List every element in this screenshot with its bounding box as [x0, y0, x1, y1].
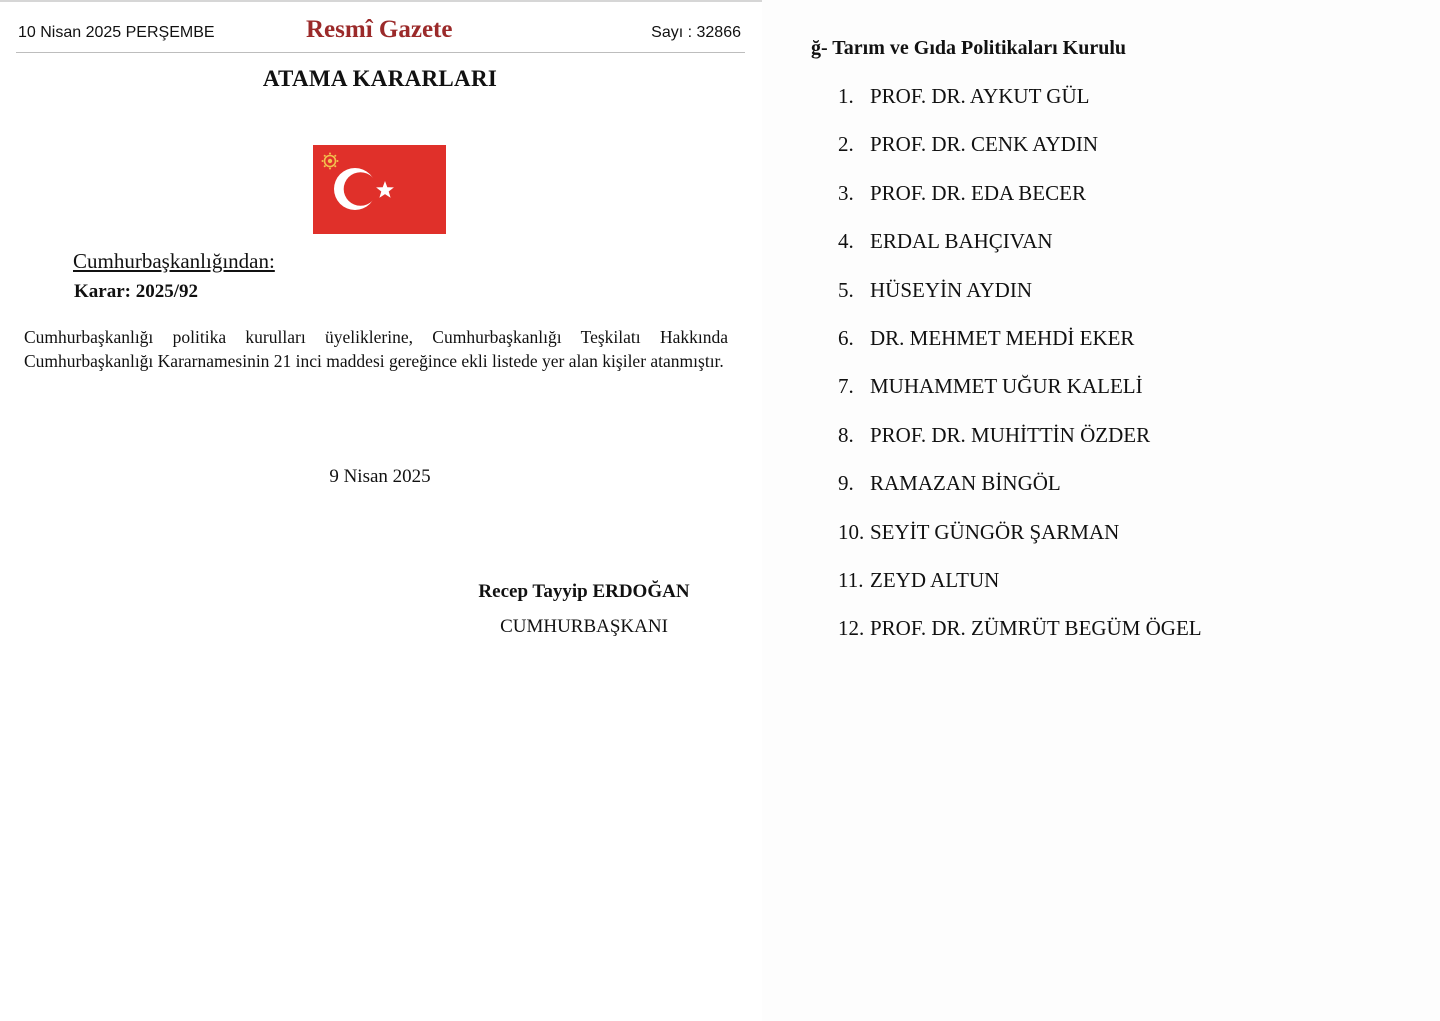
section-title: ATAMA KARARLARI	[262, 66, 498, 91]
member-number: 8.	[838, 422, 854, 447]
member-number: 3.	[838, 180, 854, 205]
list-item	[838, 181, 1202, 229]
member-name: PROF. DR. CENK AYDIN	[870, 132, 1099, 157]
member-number: 5.	[838, 277, 854, 302]
list-item	[838, 374, 1202, 422]
list-item	[838, 520, 1202, 568]
member-name: PROF. DR. ZÜMRÜT BEGÜM ÖGEL	[870, 616, 1202, 641]
member-name: ERDAL BAHÇIVAN	[870, 229, 1053, 254]
gazette-title: Resmî Gazete	[306, 16, 453, 43]
presidential-emblem-icon	[322, 153, 339, 170]
member-number: 11.	[838, 567, 864, 592]
decision-number: Karar: 2025/92	[74, 281, 199, 302]
list-item	[838, 326, 1202, 374]
turkish-flag-icon	[313, 145, 446, 234]
list-item	[838, 229, 1202, 277]
member-number: 2.	[838, 132, 854, 157]
member-list	[838, 84, 1202, 665]
council-title: ğ- Tarım ve Gıda Politikaları Kurulu	[811, 37, 1127, 59]
list-item	[838, 568, 1202, 616]
member-number: 10.	[838, 519, 865, 544]
member-name: HÜSEYİN AYDIN	[870, 277, 1032, 302]
appendix-page	[762, 0, 1440, 1021]
member-name: DR. MEHMET MEHDİ EKER	[870, 325, 1135, 350]
member-name: SEYİT GÜNGÖR ŞARMAN	[870, 519, 1120, 544]
member-number: 12.	[838, 616, 865, 641]
member-number: 9.	[838, 471, 854, 496]
member-name: PROF. DR. AYKUT GÜL	[870, 84, 1090, 108]
member-name: RAMAZAN BİNGÖL	[870, 471, 1061, 496]
member-name: MUHAMMET UĞUR KALELİ	[870, 374, 1143, 399]
list-item	[838, 471, 1202, 519]
list-item	[838, 423, 1202, 471]
member-name: PROF. DR. EDA BECER	[870, 180, 1086, 205]
list-item	[838, 278, 1202, 326]
member-number: 6.	[838, 325, 854, 350]
signer-name: Recep Tayyip ERDOĞAN	[478, 581, 690, 602]
member-number: 1.	[838, 84, 854, 108]
member-number: 4.	[838, 229, 854, 254]
decision-date: 9 Nisan 2025	[329, 466, 431, 487]
header-date: 10 Nisan 2025 PERŞEMBE	[18, 24, 215, 41]
header-divider	[16, 52, 745, 53]
issuing-authority: Cumhurbaşkanlığından:	[73, 249, 275, 273]
list-item	[838, 616, 1202, 664]
list-item	[838, 84, 1202, 132]
signer-title: CUMHURBAŞKANI	[500, 616, 668, 637]
list-item	[838, 132, 1202, 180]
top-border	[0, 0, 762, 2]
issue-number: Sayı : 32866	[651, 24, 741, 41]
member-name: PROF. DR. MUHİTTİN ÖZDER	[870, 422, 1151, 447]
member-number: 7.	[838, 374, 854, 399]
member-name: ZEYD ALTUN	[870, 567, 1000, 592]
decision-body: Cumhurbaşkanlığı politika kurulları üyeliklerine, Cumhurbaşkanlığı Teşkilatı Hakkında Cumhurbaşkanlığı Kararnamesinin 21 inci maddesi gereğince ekli listede yer alan kişiler atanmıştır.	[24, 327, 728, 371]
